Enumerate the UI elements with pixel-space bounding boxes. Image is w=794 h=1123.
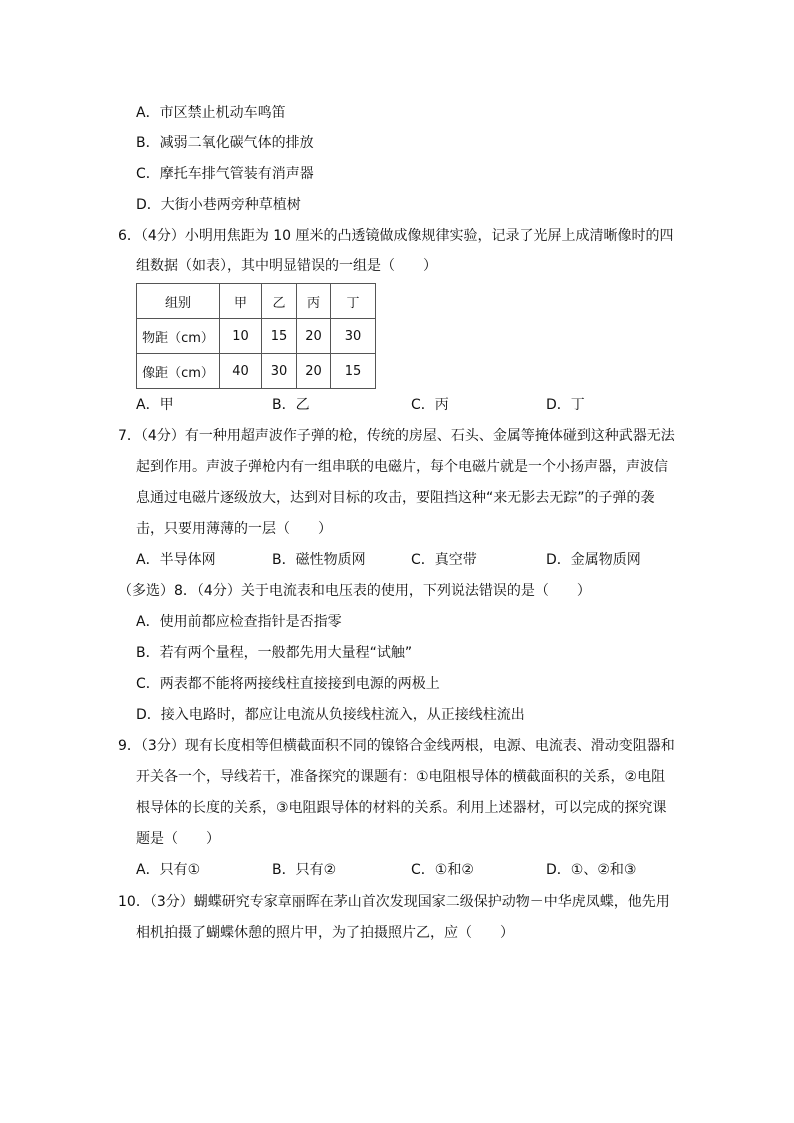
q9-stem-line-1: 9．（3分）现有长度相等但横截面积不同的镍铬合金线两根，电源、电流表、滑动变阻器和 (118, 738, 675, 754)
q5-option-d: D．大街小巷两旁种草植树 (136, 197, 301, 213)
table-row (137, 319, 376, 354)
q9-option-d: D．①、②和③ (546, 862, 637, 878)
q9-option-c: C．①和② (411, 862, 474, 878)
q5-option-b: B．减弱二氧化碳气体的排放 (136, 135, 314, 151)
table-cell: 15 (331, 354, 376, 389)
q8-option-a: A．使用前都应检查指针是否指零 (136, 614, 342, 630)
q7-option-d: D．金属物质网 (546, 552, 641, 568)
q8-option-c: C．两表都不能将两接线柱直接接到电源的两极上 (136, 676, 440, 692)
q6-data-table (136, 283, 376, 389)
q6-option-b: B．乙 (272, 397, 310, 413)
q8-stem: （多选）8．（4分）关于电流表和电压表的使用，下列说法错误的是（ ） (118, 583, 591, 599)
table-cell: 30 (331, 319, 376, 354)
table-header-cell: 乙 (262, 284, 297, 319)
q6-stem-line-2: 组数据（如表），其中明显错误的一组是（ ） (136, 258, 437, 274)
q7-stem-line-4: 击，只要用薄薄的一层（ ） (136, 521, 332, 537)
table-header-cell: 丙 (297, 284, 331, 319)
table-cell: 像距（cm） (137, 354, 220, 389)
q7-stem-line-1: 7．（4分）有一种用超声波作子弹的枪，传统的房屋、石头、金属等掩体碰到这种武器无法 (118, 428, 675, 444)
q6-option-a: A．甲 (136, 397, 174, 413)
q9-stem-line-2: 开关各一个，导线若干，准备探究的课题有：①电阻根导体的横截面积的关系，②电阻 (136, 769, 666, 785)
table-cell: 20 (297, 319, 331, 354)
q8-option-b: B．若有两个量程，一般都先用大量程“试触” (136, 645, 413, 661)
q7-option-c: C．真空带 (411, 552, 477, 568)
q7-options (0, 550, 794, 570)
table-row (137, 354, 376, 389)
q8-option-d: D．接入电路时，都应让电流从负接线柱流入，从正接线柱流出 (136, 707, 525, 723)
q10-stem-line-1: 10．（3分）蝴蝶研究专家章丽晖在茅山首次发现国家二级保护动物－中华虎凤蝶，他先用 (118, 894, 670, 910)
q9-stem-line-3: 根导体的长度的关系，③电阻跟导体的材料的关系。利用上述器材，可以完成的探究课 (136, 800, 667, 816)
table-cell: 10 (220, 319, 262, 354)
q6-options (0, 395, 794, 415)
q7-stem-line-2: 起到作用。声波子弹枪内有一组串联的电磁片，每个电磁片就是一个小扬声器，声波信 (136, 459, 668, 475)
table-header-cell: 组别 (137, 284, 220, 319)
q6-option-c: C．丙 (411, 397, 449, 413)
q9-options (0, 860, 794, 880)
table-cell: 30 (262, 354, 297, 389)
table-header-cell: 甲 (220, 284, 262, 319)
q10-stem-line-2: 相机拍摄了蝴蝶休憩的照片甲，为了拍摄照片乙，应（ ） (136, 925, 514, 941)
q9-stem-line-4: 题是（ ） (136, 831, 220, 847)
table-cell: 物距（cm） (137, 319, 220, 354)
q5-option-c: C．摩托车排气管装有消声器 (136, 166, 314, 182)
q7-option-b: B．磁性物质网 (272, 552, 366, 568)
table-cell: 15 (262, 319, 297, 354)
q7-option-a: A．半导体网 (136, 552, 216, 568)
q9-option-a: A．只有① (136, 862, 201, 878)
q9-option-b: B．只有② (272, 862, 337, 878)
table-header-cell: 丁 (331, 284, 376, 319)
q5-option-a: A．市区禁止机动车鸣笛 (136, 105, 286, 121)
table-cell: 40 (220, 354, 262, 389)
q6-option-d: D．丁 (546, 397, 585, 413)
table-cell: 20 (297, 354, 331, 389)
q7-stem-line-3: 息通过电磁片逐级放大，达到对目标的攻击，要阻挡这种“来无影去无踪”的子弹的袭 (136, 490, 655, 506)
table-row (137, 284, 376, 319)
q6-stem-line-1: 6．（4分）小明用焦距为 10 厘米的凸透镜做成像规律实验，记录了光屏上成清晰像时的四 (118, 228, 674, 244)
